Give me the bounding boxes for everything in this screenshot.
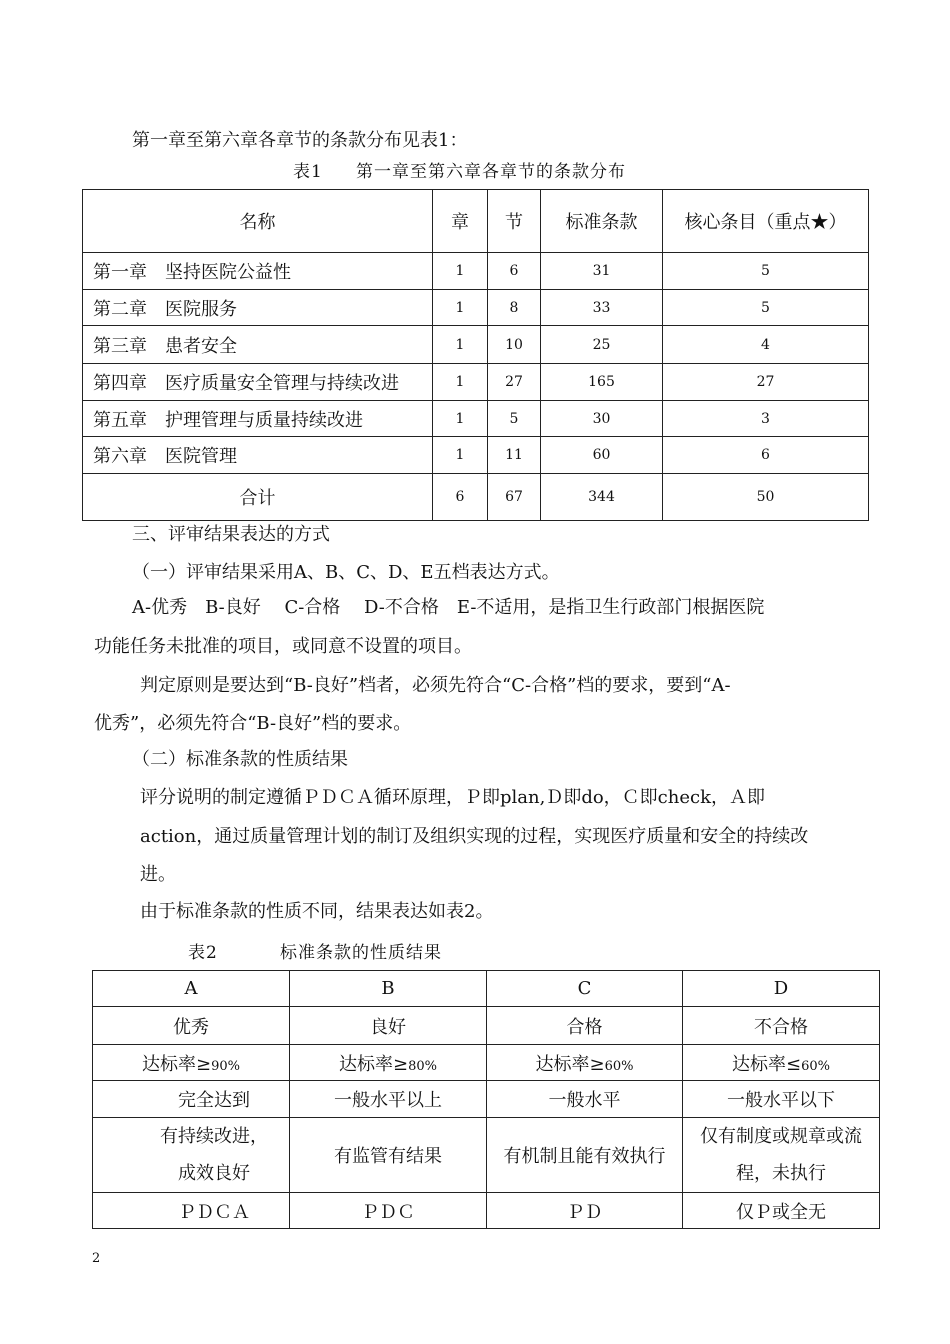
table-row [83,401,869,437]
table-row [93,971,880,1007]
row-name: 第四章 医疗质量安全管理与持续改进 [83,364,433,401]
table-header-row [83,190,869,253]
grade-name-d: 不合格 [683,1007,880,1045]
table-row [93,1045,880,1081]
table-row [83,437,869,474]
row-name: 第一章 坚持医院公益性 [83,253,433,290]
rule-paragraph-line-1: 判定原则是要达到“B-良好”档者，必须先符合“C-合格”档的要求，要到“A- [140,675,731,696]
row-standard-count: 25 [541,326,663,364]
row-chapter-count: 1 [433,401,488,437]
table2-reference-text: 由于标准条款的性质不同，结果表达如表2。 [140,901,494,922]
grade-name-a: 优秀 [93,1007,290,1045]
table-total-row [83,474,869,521]
pdca-c: ＰＤ [487,1193,683,1229]
row-core-count: 6 [663,437,869,474]
grade-letter-a: A [93,971,290,1007]
level-c: 一般水平 [487,1081,683,1118]
desc-c: 有机制且能有效执行 [487,1118,683,1193]
table-row [93,1193,880,1229]
level-a: 完全达到 [93,1081,290,1118]
row-section-count: 6 [488,253,541,290]
grade-letter-c: C [487,971,683,1007]
section-heading: 三、评审结果表达的方式 [132,524,330,545]
desc-a: 有持续改进， 成效良好 [93,1118,290,1193]
row-section-count: 10 [488,326,541,364]
grades-paragraph-line-1: A-优秀 B-良好 C-合格 D-不合格 E-不适用，是指卫生行政部门根据医院 [132,597,765,618]
row-name: 第三章 患者安全 [83,326,433,364]
page-number: 2 [92,1251,101,1266]
rate-c: 达标率≥60% [487,1045,683,1081]
total-section-count: 67 [488,474,541,521]
grade-name-b: 良好 [290,1007,487,1045]
pdca-b: ＰＤＣ [290,1193,487,1229]
row-standard-count: 33 [541,290,663,326]
clause-nature-table [92,970,880,1229]
chapter-distribution-table [82,189,869,521]
level-b: 一般水平以上 [290,1081,487,1118]
desc-b: 有监管有结果 [290,1118,487,1193]
row-chapter-count: 1 [433,290,488,326]
header-section: 节 [488,190,541,253]
rate-d: 达标率≤60% [683,1045,880,1081]
header-chapter: 章 [433,190,488,253]
row-section-count: 8 [488,290,541,326]
row-standard-count: 30 [541,401,663,437]
header-name: 名称 [83,190,433,253]
total-label: 合计 [83,474,433,521]
pdca-paragraph-line-2: action，通过质量管理计划的制订及组织实现的过程，实现医疗质量和安全的持续改 [140,826,809,847]
row-core-count: 5 [663,290,869,326]
row-standard-count: 31 [541,253,663,290]
table-row [83,290,869,326]
intro-text: 第一章至第六章各章节的条款分布见表1： [132,130,468,151]
table-row [93,1007,880,1045]
table-row [83,326,869,364]
table2-caption-number: 表2 [188,943,218,963]
table-row [93,1118,880,1193]
subsection-1-heading: （一）评审结果采用A、B、C、D、E五档表达方式。 [132,562,560,583]
row-chapter-count: 1 [433,253,488,290]
row-section-count: 27 [488,364,541,401]
grade-letter-b: B [290,971,487,1007]
row-name: 第六章 医院管理 [83,437,433,474]
level-d: 一般水平以下 [683,1081,880,1118]
header-core-items: 核心条目（重点★） [663,190,869,253]
rate-a: 达标率≥90% [93,1045,290,1081]
row-section-count: 11 [488,437,541,474]
grades-paragraph-line-2: 功能任务未批准的项目，或同意不设置的项目。 [94,636,472,657]
pdca-d: 仅Ｐ或全无 [683,1193,880,1229]
row-core-count: 5 [663,253,869,290]
grade-name-c: 合格 [487,1007,683,1045]
row-chapter-count: 1 [433,364,488,401]
row-section-count: 5 [488,401,541,437]
total-chapter-count: 6 [433,474,488,521]
row-core-count: 27 [663,364,869,401]
row-name: 第二章 医院服务 [83,290,433,326]
table2-caption-title: 标准条款的性质结果 [280,943,442,963]
total-standard-count: 344 [541,474,663,521]
row-core-count: 3 [663,401,869,437]
row-standard-count: 60 [541,437,663,474]
row-standard-count: 165 [541,364,663,401]
table1-caption-number: 表1 [293,162,323,182]
grade-letter-d: D [683,971,880,1007]
table-row [83,364,869,401]
header-standard-clauses: 标准条款 [541,190,663,253]
table1-caption-title: 第一章至第六章各章节的条款分布 [356,162,626,182]
row-core-count: 4 [663,326,869,364]
pdca-paragraph-line-1: 评分说明的制定遵循ＰＤＣＡ循环原理，Ｐ即plan,Ｄ即do，Ｃ即check，Ａ即 [140,787,765,808]
table-row [83,253,869,290]
rate-b: 达标率≥80% [290,1045,487,1081]
pdca-a: ＰＤＣＡ [93,1193,290,1229]
pdca-paragraph-line-3: 进。 [140,864,176,885]
desc-d: 仅有制度或规章或流 程，未执行 [683,1118,880,1193]
row-name: 第五章 护理管理与质量持续改进 [83,401,433,437]
subsection-2-heading: （二）标准条款的性质结果 [132,749,348,770]
table-row [93,1081,880,1118]
rule-paragraph-line-2: 优秀”，必须先符合“B-良好”档的要求。 [94,713,412,734]
row-chapter-count: 1 [433,326,488,364]
total-core-count: 50 [663,474,869,521]
row-chapter-count: 1 [433,437,488,474]
